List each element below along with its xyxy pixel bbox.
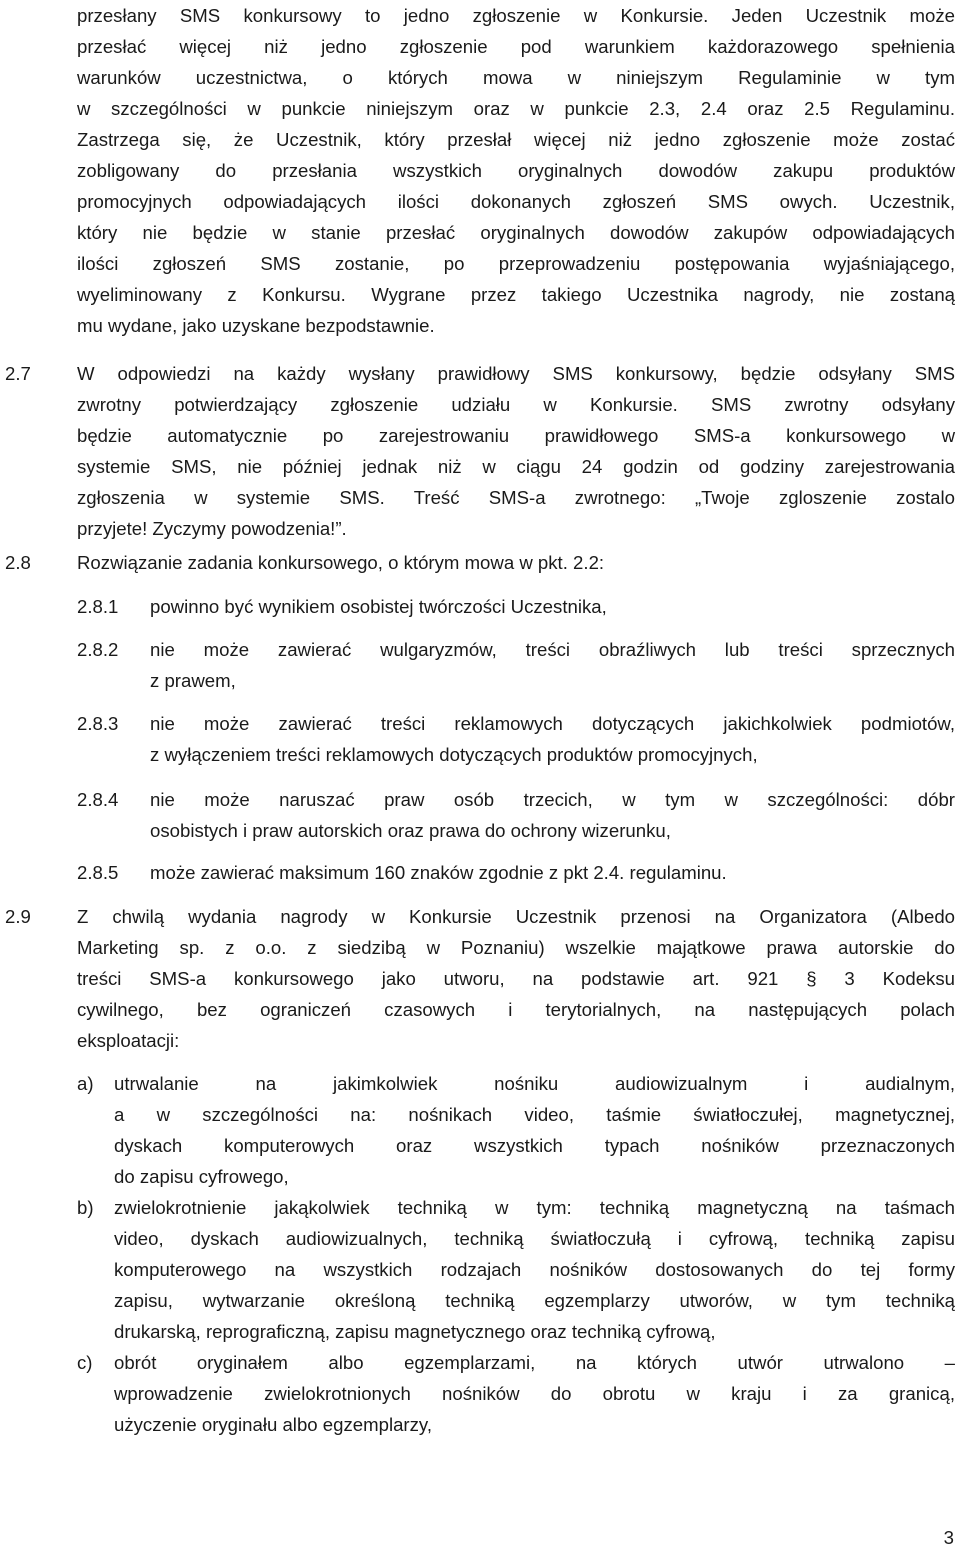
text-line: przyjete! Zyczymy powodzenia!”. bbox=[77, 518, 347, 539]
text-line: zwrotny potwierdzający zgłoszenie udziału w Konkursie. SMS zwrotny odsyłany bbox=[77, 394, 955, 415]
subitem-number: 2.8.3 bbox=[77, 713, 119, 734]
subitem-number: 2.8.4 bbox=[77, 789, 119, 810]
text-line: obrót oryginałem albo egzemplarzami, na których utwór utrwalono – bbox=[114, 1352, 955, 1373]
text-line: z wyłączeniem treści reklamowych dotyczących produktów promocyjnych, bbox=[150, 744, 758, 765]
text-line: wprowadzenie zwielokrotnionych nośników do obrotu w kraju i za granicą, bbox=[114, 1383, 955, 1404]
paragraph-number: 2.8 bbox=[5, 552, 31, 573]
subitem-number: 2.8.1 bbox=[77, 596, 119, 617]
text-line: nie może zawierać wulgaryzmów, treści obraźliwych lub treści sprzecznych bbox=[150, 639, 955, 660]
text-line: nie może zawierać treści reklamowych dotyczących jakichkolwiek podmiotów, bbox=[150, 713, 955, 734]
text-line: treści SMS-a konkursowego jako utworu, na podstawie art. 921 § 3 Kodeksu bbox=[77, 968, 955, 989]
text-line: dyskach komputerowych oraz wszystkich typach nośników przeznaczonych bbox=[114, 1135, 955, 1156]
text-line: a w szczególności na: nośnikach video, taśmie światłoczułej, magnetycznej, bbox=[114, 1104, 955, 1125]
text-line: będzie automatycznie po zarejestrowaniu prawidłowego SMS-a konkursowego w bbox=[77, 425, 955, 446]
text-line: mu wydane, jako uzyskane bezpodstawnie. bbox=[77, 315, 435, 336]
text-line: osobistych i praw autorskich oraz prawa do ochrony wizerunku, bbox=[150, 820, 671, 841]
paragraph-number: 2.7 bbox=[5, 363, 31, 384]
paragraph-number: 2.9 bbox=[5, 906, 31, 927]
text-line: systemie SMS, nie później jednak niż w ciągu 24 godzin od godziny zarejestrowania bbox=[77, 456, 955, 477]
text-line: drukarską, reprograficzną, zapisu magnetycznego oraz techniką cyfrową, bbox=[114, 1321, 716, 1342]
text-line: z prawem, bbox=[150, 670, 236, 691]
text-line: utrwalanie na jakimkolwiek nośniku audiowizualnym i audialnym, bbox=[114, 1073, 955, 1094]
text-line: nie może naruszać praw osób trzecich, w tym w szczególności: dóbr bbox=[150, 789, 955, 810]
list-letter: b) bbox=[77, 1197, 94, 1218]
text-line: powinno być wynikiem osobistej twórczości Uczestnika, bbox=[150, 596, 607, 617]
text-line: zgłoszenia w systemie SMS. Treść SMS-a zwrotnego: „Twoje zgloszenie zostalo bbox=[77, 487, 955, 508]
text-line: komputerowego na wszystkich rodzajach nośników dostosowanych do tej formy bbox=[114, 1259, 955, 1280]
text-line: zwielokrotnienie jakąkolwiek techniką w tym: techniką magnetyczną na taśmach bbox=[114, 1197, 955, 1218]
text-line: w szczególności w punkcie niniejszym oraz w punkcie 2.3, 2.4 oraz 2.5 Regulaminu. bbox=[77, 98, 955, 119]
text-line: przesłany SMS konkursowy to jedno zgłoszenie w Konkursie. Jeden Uczestnik może bbox=[77, 5, 955, 26]
text-line: zapisu, wytwarzanie określoną techniką egzemplarzy utworów, w tym techniką bbox=[114, 1290, 955, 1311]
text-line: wyeliminowany z Konkursu. Wygrane przez takiego Uczestnika nagrody, nie zostaną bbox=[77, 284, 955, 305]
text-line: Marketing sp. z o.o. z siedzibą w Poznaniu) wszelkie majątkowe prawa autorskie do bbox=[77, 937, 955, 958]
text-line: może zawierać maksimum 160 znaków zgodnie z pkt 2.4. regulaminu. bbox=[150, 862, 727, 883]
text-line: W odpowiedzi na każdy wysłany prawidłowy SMS konkursowy, będzie odsyłany SMS bbox=[77, 363, 955, 384]
text-line: Zastrzega się, że Uczestnik, który przesłał więcej niż jedno zgłoszenie może zostać bbox=[77, 129, 955, 150]
text-line: video, dyskach audiowizualnych, techniką światłoczułą i cyfrową, techniką zapisu bbox=[114, 1228, 955, 1249]
subitem-number: 2.8.5 bbox=[77, 862, 119, 883]
text-line: przesłać więcej niż jedno zgłoszenie pod warunkiem każdorazowego spełnienia bbox=[77, 36, 955, 57]
list-letter: c) bbox=[77, 1352, 93, 1373]
text-line: zobligowany do przesłania wszystkich oryginalnych dowodów zakupu produktów bbox=[77, 160, 955, 181]
text-line: do zapisu cyfrowego, bbox=[114, 1166, 289, 1187]
text-line: eksploatacji: bbox=[77, 1030, 180, 1051]
text-line: który nie będzie w stanie przesłać oryginalnych dowodów zakupów odpowiadających bbox=[77, 222, 955, 243]
text-line: Z chwilą wydania nagrody w Konkursie Uczestnik przenosi na Organizatora (Albedo bbox=[77, 906, 955, 927]
text-line: warunków uczestnictwa, o których mowa w niniejszym Regulaminie w tym bbox=[77, 67, 955, 88]
list-letter: a) bbox=[77, 1073, 94, 1094]
text-line: Rozwiązanie zadania konkursowego, o którym mowa w pkt. 2.2: bbox=[77, 552, 605, 573]
text-line: użyczenie oryginału albo egzemplarzy, bbox=[114, 1414, 432, 1435]
page-number: 3 bbox=[943, 1527, 954, 1548]
text-line: ilości zgłoszeń SMS zostanie, po przeprowadzeniu postępowania wyjaśniającego, bbox=[77, 253, 955, 274]
text-line: promocyjnych odpowiadających ilości dokonanych zgłoszeń SMS owych. Uczestnik, bbox=[77, 191, 955, 212]
text-line: cywilnego, bez ograniczeń czasowych i terytorialnych, na następujących polach bbox=[77, 999, 955, 1020]
subitem-number: 2.8.2 bbox=[77, 639, 119, 660]
